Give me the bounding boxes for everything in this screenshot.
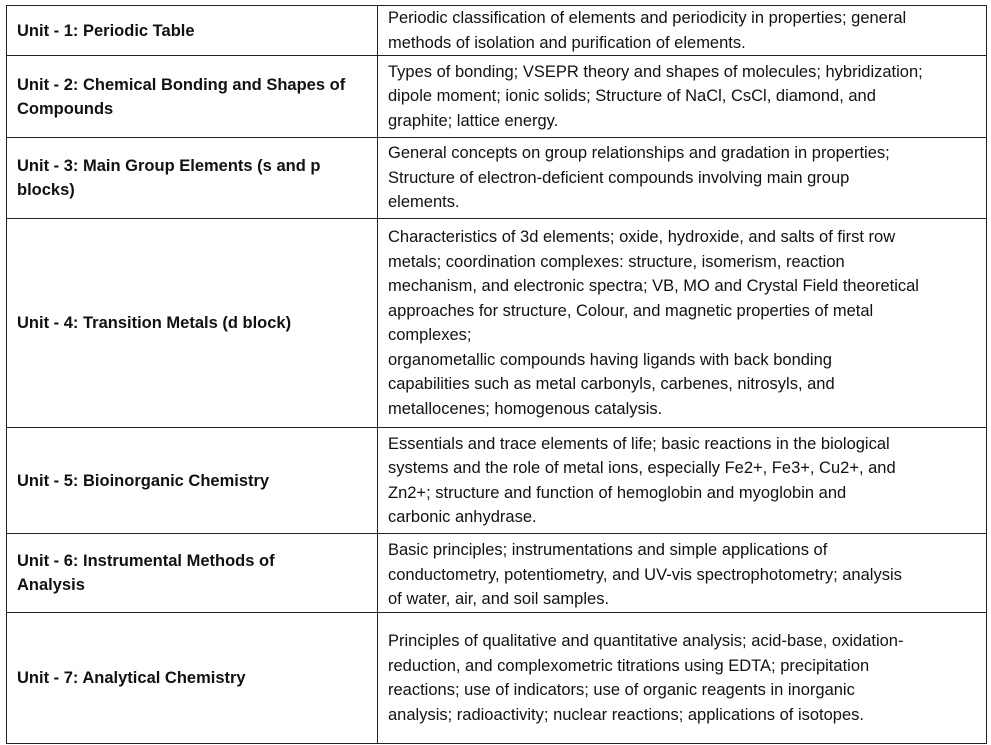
- unit-row: [7, 428, 987, 534]
- unit-description-line: methods of isolation and purification of elements.: [388, 33, 746, 52]
- unit-row: [7, 138, 987, 219]
- unit-description-cell: [378, 613, 987, 744]
- unit-title-line: Unit - 2: Chemical Bonding and Shapes of: [17, 75, 346, 94]
- unit-row: [7, 219, 987, 428]
- unit-description-line: Characteristics of 3d elements; oxide, hydroxide, and salts of first row: [388, 228, 896, 246]
- unit-title-line: blocks): [17, 181, 75, 199]
- unit-title-cell: [7, 534, 378, 613]
- unit-title-line: Unit - 7: Analytical Chemistry: [17, 669, 246, 687]
- unit-row: [7, 6, 987, 56]
- unit-title-line: Analysis: [17, 576, 85, 594]
- unit-title-line: Unit - 1: Periodic Table: [17, 21, 195, 40]
- unit-description-line: Basic principles; instrumentations and simple applications of: [388, 541, 828, 559]
- unit-title-cell: [7, 6, 378, 56]
- unit-description-line: reduction, and complexometric titrations using EDTA; precipitation: [388, 656, 870, 675]
- unit-title-line: Compounds: [17, 99, 114, 118]
- unit-row: [7, 56, 987, 138]
- unit-description-line: systems and the role of metal ions, especially Fe2+, Fe3+, Cu2+, and: [388, 459, 896, 477]
- unit-description-line: Structure of electron-deficient compounds involving main group: [388, 168, 850, 187]
- unit-description-line: General concepts on group relationships and gradation in properties;: [388, 144, 890, 163]
- unit-description-line: analysis; radioactivity; nuclear reactions; applications of isotopes.: [388, 705, 864, 724]
- unit-title-line: Unit - 4: Transition Metals (d block): [17, 314, 292, 332]
- unit-description-cell: [378, 428, 987, 534]
- syllabus-table: [6, 5, 987, 744]
- unit-title-cell: [7, 428, 378, 534]
- unit-description-line: organometallic compounds having ligands with back bonding: [388, 350, 832, 369]
- unit-title-cell: [7, 138, 378, 219]
- unit-title-cell: [7, 219, 378, 428]
- unit-description-line: of water, air, and soil samples.: [388, 590, 610, 608]
- unit-row: [7, 534, 987, 613]
- unit-description-cell: [378, 534, 987, 613]
- unit-description-line: metallocenes; homogenous catalysis.: [388, 399, 663, 418]
- unit-description-line: Types of bonding; VSEPR theory and shapes of molecules; hybridization;: [388, 62, 923, 81]
- unit-description-line: graphite; lattice energy.: [388, 111, 559, 130]
- unit-description-line: Zn2+; structure and function of hemoglobin and myoglobin and: [388, 483, 847, 502]
- unit-title-cell: [7, 613, 378, 744]
- unit-description-line: carbonic anhydrase.: [388, 508, 537, 526]
- unit-description-line: Essentials and trace elements of life; basic reactions in the biological: [388, 434, 890, 453]
- unit-description-line: Periodic classification of elements and periodicity in properties; general: [388, 9, 907, 27]
- unit-description-line: complexes;: [388, 326, 472, 344]
- syllabus-table-body: [7, 6, 987, 744]
- unit-description-line: reactions; use of indicators; use of organic reagents in inorganic: [388, 681, 855, 699]
- unit-description-cell: [378, 56, 987, 138]
- unit-row: [7, 613, 987, 744]
- unit-description-line: elements.: [388, 193, 460, 212]
- unit-title-line: Unit - 3: Main Group Elements (s and p: [17, 157, 321, 175]
- unit-description-line: Principles of qualitative and quantitative analysis; acid-base, oxidation-: [388, 632, 904, 650]
- unit-description-cell: [378, 6, 987, 56]
- unit-title-line: Unit - 5: Bioinorganic Chemistry: [17, 471, 270, 490]
- unit-description-line: capabilities such as metal carbonyls, carbenes, nitrosyls, and: [388, 375, 835, 393]
- unit-description-line: mechanism, and electronic spectra; VB, MO and Crystal Field theoretical: [388, 277, 919, 295]
- unit-description-line: dipole moment; ionic solids; Structure of NaCl, CsCl, diamond, and: [388, 87, 876, 106]
- unit-description-line: metals; coordination complexes: structure, isomerism, reaction: [388, 252, 845, 271]
- unit-description-line: approaches for structure, Colour, and magnetic properties of metal: [388, 301, 874, 320]
- unit-description-line: conductometry, potentiometry, and UV-vis spectrophotometry; analysis: [388, 565, 902, 584]
- unit-description-cell: [378, 219, 987, 428]
- unit-title-cell: [7, 56, 378, 138]
- unit-title-line: Unit - 6: Instrumental Methods of: [17, 552, 275, 570]
- unit-description-cell: [378, 138, 987, 219]
